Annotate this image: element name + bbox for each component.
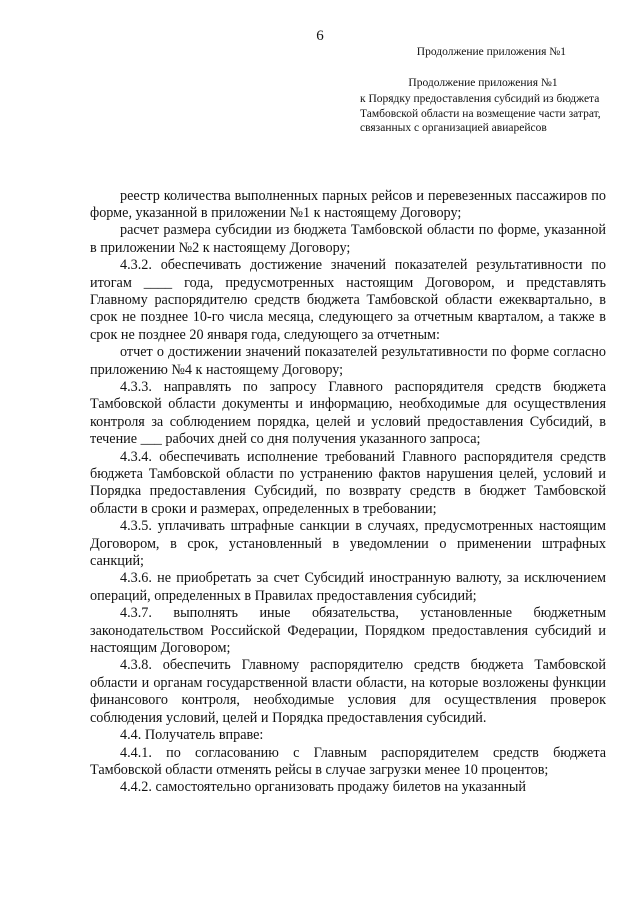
clause-4-3-8: 4.3.8. обеспечить Главному распорядителю средств бюджета Тамбовской области и органам государственной власти области, на которые возложены функции финансового контроля, необходимые условия для осуществления проверок соблюдения условий, целей и Порядка предоставления субсидий.: [90, 657, 606, 726]
appendix-line: связанных с организацией авиарейсов: [360, 122, 547, 135]
appendix-line: к Порядку предоставления субсидий из бюджета: [360, 93, 600, 106]
clause-4-4-1: 4.4.1. по согласованию с Главным распорядителем средств бюджета Тамбовской области отменять рейсы в случае загрузки менее 10 процентов;: [90, 744, 606, 778]
clause-4-3-6: 4.3.6. не приобретать за счет Субсидий иностранную валюту, за исключением операций, определенных в Правилах предоставления субсидий;: [90, 570, 606, 604]
appendix-title: Продолжение приложения №1: [408, 77, 558, 89]
clause-4-3-7: 4.3.7. выполнять иные обязательства, установленные бюджетным законодательством Российской Федерации, Порядком предоставления субсидий и настоящим Договором;: [90, 605, 606, 657]
clause-4-3-5: 4.3.5. уплачивать штрафные санкции в случаях, предусмотренных настоящим Договором, в срок, установленный в уведомлении о применении штрафных санкций;: [90, 518, 606, 570]
clause-4-3-2: 4.3.2. обеспечивать достижение значений показателей результативности по итогам ____ года, предусмотренных настоящим Договором, и представлять Главному распорядителю средств бюджета Тамбовской области ежеквартально, в срок не позднее 10-го числа месяца, следующего за отчетным кварталом, а также в срок не позднее 20 января года, следующего за отчетным:: [90, 257, 606, 343]
appendix-line: Тамбовской области на возмещение части затрат,: [360, 107, 601, 120]
page-number: 6: [316, 28, 324, 44]
appendix-reference: [360, 76, 606, 136]
clause-4-4: 4.4. Получатель вправе:: [120, 727, 264, 744]
continuation-header: Продолжение приложения №1: [416, 46, 566, 58]
paragraph: реестр количества выполненных парных рейсов и перевезенных пассажиров по форме, указанной в приложении №1 к настоящему Договору;: [90, 187, 606, 221]
paragraph: расчет размера субсидии из бюджета Тамбовской области по форме, указанной в приложении №2 к настоящему Договору;: [90, 222, 606, 256]
document-body: [90, 188, 606, 797]
paragraph: отчет о достижении значений показателей результативности по форме согласно приложению №4 к настоящему Договору;: [90, 344, 606, 378]
clause-4-4-2: 4.4.2. самостоятельно организовать продажу билетов на указанный: [120, 779, 526, 796]
clause-4-3-3: 4.3.3. направлять по запросу Главного распорядителя средств бюджета Тамбовской области документы и информацию, необходимые для осуществления контроля за соблюдением порядка, целей и условий предоставления Субсидий, в течение ___ рабочих дней со дня получения указанного запроса;: [90, 378, 606, 448]
clause-4-3-4: 4.3.4. обеспечивать исполнение требований Главного распорядителя средств бюджета Тамбовской области по устранению фактов нарушения целей, условий и Порядка предоставления Субсидий, по возврату средств в бюджет Тамбовской области в сроки и размерах, определенных в требовании;: [90, 448, 606, 517]
